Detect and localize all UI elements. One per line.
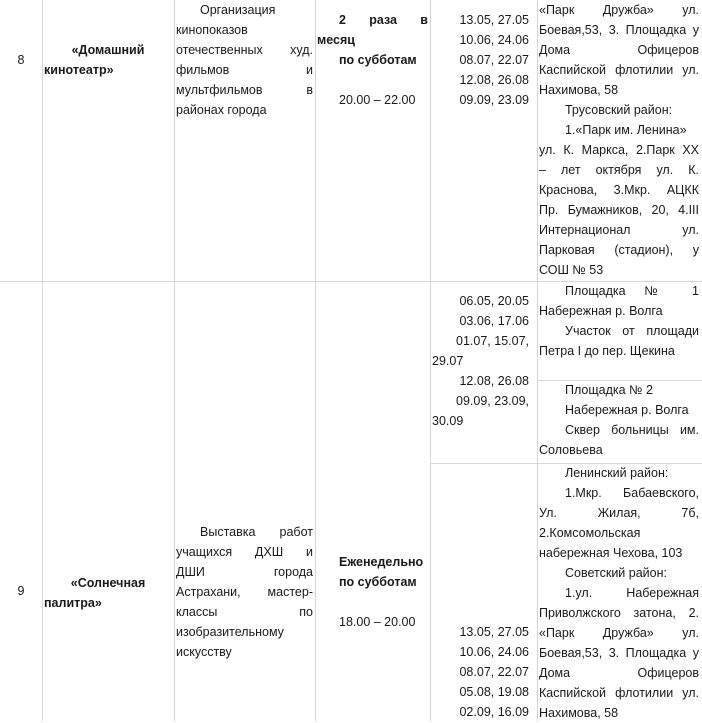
event-locations: «Парк Дружба» ул. Боевая,53, 3. Площадка у Дома Офицеров Каспийской флотилии ул. Нахимова, 58 Трусовский район: 1.«Парк им. Ленина» ул. К. Маркса, 2.Парк XX – лет октября ул. К. Краснова, 3.Мкр. АЦКК Пр. Бумажников, 20, 4.III Интернационал ул. Парковая (стадион), у СОШ № 53 xyxy=(539,3,699,277)
col-divider xyxy=(42,0,43,721)
event-locations: Площадка № 2 Набережная р. Волга Сквер больницы им. Соловьева xyxy=(539,383,699,457)
event-frequency: Еженедельно по субботам 18.00 – 20.00 xyxy=(317,552,428,632)
col-divider xyxy=(174,0,175,721)
event-frequency: 2 раза в месяц по субботам 20.00 – 22.00 xyxy=(317,10,428,110)
table-row-number: 8 xyxy=(17,53,25,67)
col-divider xyxy=(430,0,431,721)
event-time: 18.00 – 20.00 xyxy=(339,615,416,629)
event-locations: Ленинский район: 1.Мкр. Бабаевского, Ул. Жилая, 7б, 2.Комсомольская набережная Чехова, 103 Советский район: 1.ул. Набережная Приволжского затона, 2. «Парк Дружба» ул. Боевая,53, 3. Площадка у Дома Офицеров Каспийской флотилии ул. Нахимова, 58 xyxy=(539,466,699,720)
col-divider xyxy=(537,0,538,721)
col-divider xyxy=(315,0,316,721)
event-dates: 13.05, 27.05 10.06, 24.06 08.07, 22.07 12.08, 26.08 09.09, 23.09 xyxy=(459,13,529,107)
event-locations: Площадка № 1 Набережная р. Волга Участок от площади Петра I до пер. Щекина xyxy=(539,284,699,358)
event-time: 20.00 – 22.00 xyxy=(339,93,416,107)
event-name: «Солнечная палитра» xyxy=(44,576,146,610)
event-description: Выставка работ учащихся ДХШ и ДШИ города Астрахани, мастер- классы по изобразительному искусству xyxy=(176,525,313,659)
event-name: «Домашний кинотеатр» xyxy=(44,43,145,77)
event-description: Организация кинопоказов отечественных худ. фильмов и мультфильмов в районах города xyxy=(176,3,313,117)
event-dates: 06.05, 20.05 03.06, 17.06 01.07, 15.07, 29.07 12.08, 26.08 09.09, 23.09, 30.09 xyxy=(432,294,529,428)
table-row-number: 9 xyxy=(17,584,25,598)
event-dates: 13.05, 27.05 10.06, 24.06 08.07, 22.07 05.08, 19.08 02.09, 16.09 xyxy=(459,625,529,719)
